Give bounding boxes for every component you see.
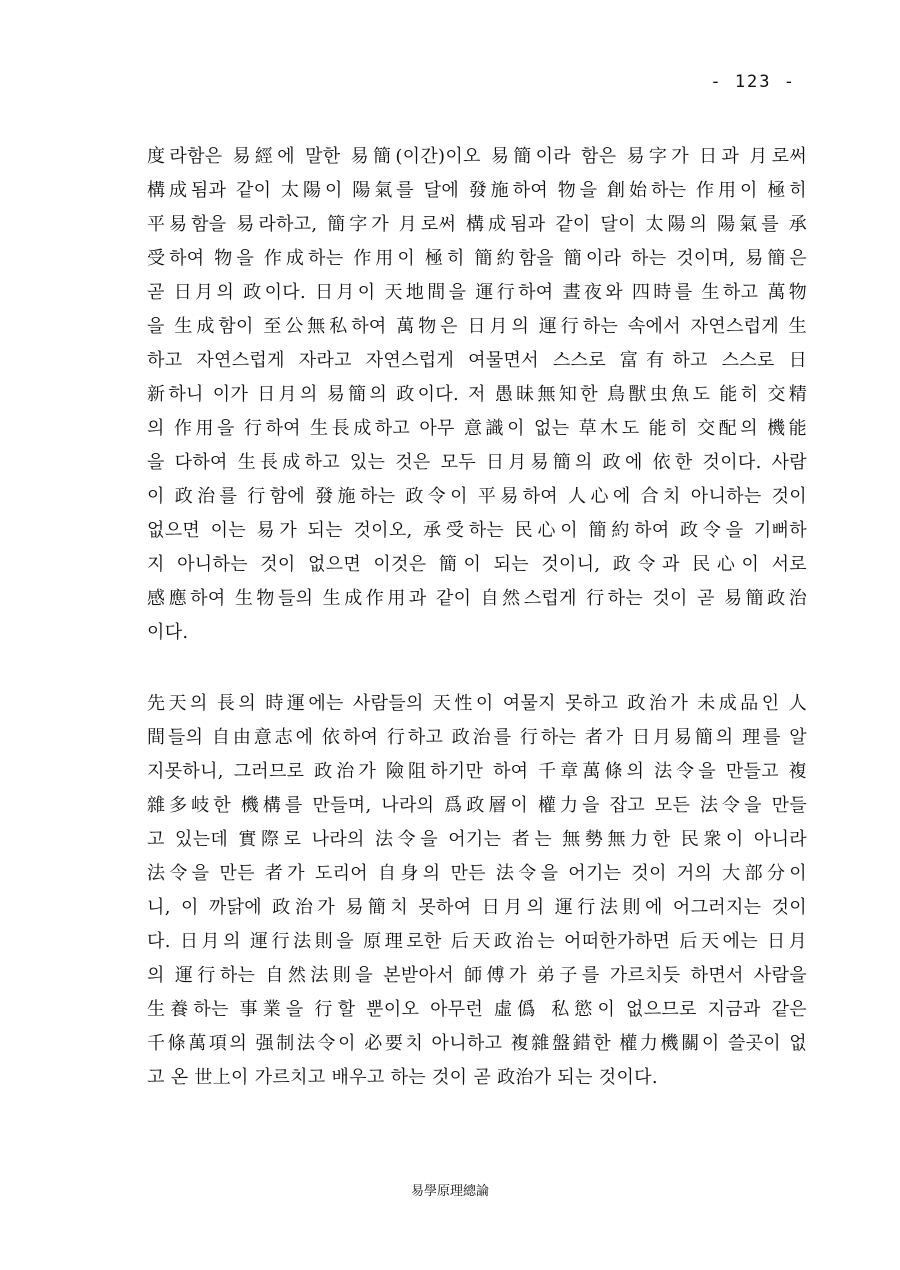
text-line: 千條萬項의 强制法令이 必要치 아니하고 複雜盤錯한 權力機關이 쓸곳이 없 [147, 1033, 807, 1054]
paragraph-2 [147, 687, 807, 1095]
text-line: 하고 자연스럽게 자라고 자연스럽게 여물면서 스스로 富有하고 스스로 日 [147, 350, 807, 371]
footer-book-title: 易學原理總論 [410, 1184, 489, 1199]
text-line: 雜多岐한 機構를 만들며, 나라의 爲政層이 權力을 잡고 모든 法令을 만들 [147, 795, 807, 816]
text-line: 이다. [147, 622, 189, 643]
text-line: 平易함을 易라하고, 簡字가 月로써 構成됨과 같이 달이 太陽의 陽氣를 承 [147, 214, 807, 235]
text-line: 의 作用을 行하여 生長成하고 아무 意識이 없는 草木도 能히 交配의 機能 [147, 418, 807, 439]
text-line: 受하여 物을 作成하는 作用이 極히 簡約함을 簡이라 하는 것이며, 易簡은 [147, 248, 807, 269]
paragraph-1 [147, 140, 807, 650]
text-line: 니, 이 까닭에 政治가 易簡치 못하여 日月의 運行法則에 어그러지는 것이 [147, 897, 807, 918]
text-line: 곧 日月의 政이다. 日月이 天地間을 運行하여 晝夜와 四時를 生하고 萬物 [147, 282, 807, 303]
text-line: 構成됨과 같이 太陽이 陽氣를 달에 發施하여 物을 創始하는 作用이 極히 [147, 180, 807, 201]
page-number: - 123 - [710, 72, 796, 92]
paragraph-gap [147, 650, 807, 687]
text-line: 지못하니, 그러므로 政治가 險阻하기만 하여 千章萬條의 法令을 만들고 複 [147, 761, 807, 782]
text-line: 新하니 이가 日月의 易簡의 政이다. 저 愚昧無知한 鳥獸虫魚도 能히 交精 [147, 384, 807, 405]
text-line: 法令을 만든 者가 도리어 自身의 만든 法令을 어기는 것이 거의 大部分이 [147, 863, 807, 884]
text-line: 先天의 長의 時運에는 사람들의 天性이 여물지 못하고 政治가 未成品인 人 [147, 693, 807, 714]
text-line: 生養하는 事業을 行할 뿐이오 아무런 虛僞 私慾이 없으므로 지금과 같은 [147, 999, 807, 1020]
text-line: 다. 日月의 運行法則을 原理로한 后天政治는 어떠한가하면 后天에는 日月 [147, 931, 807, 952]
text-line: 을 生成함이 至公無私하여 萬物은 日月의 運行하는 속에서 자연스럽게 生 [147, 316, 807, 337]
text-line: 고 있는데 實際로 나라의 法令을 어기는 者는 無勢無力한 民衆이 아니라 [147, 829, 807, 850]
text-line: 고 온 世上이 가르치고 배우고 하는 것이 곧 政治가 되는 것이다. [147, 1067, 658, 1088]
text-line: 度라함은 易經에 말한 易簡(이간)이오 易簡이라 함은 易字가 日과 月로써 [147, 146, 807, 167]
text-line: 없으면 이는 易가 되는 것이오, 承受하는 民心이 簡約하여 政令을 기뻐하 [147, 520, 807, 541]
text-line: 感應하여 生物들의 生成作用과 같이 自然스럽게 行하는 것이 곧 易簡政治 [147, 588, 807, 609]
text-line: 지 아니하는 것이 없으면 이것은 簡이 되는 것이니, 政令과 民心이 서로 [147, 554, 807, 575]
text-line: 의 運行하는 自然法則을 본받아서 師傅가 弟子를 가르치듯 하면서 사람을 [147, 965, 807, 986]
body-text [147, 140, 807, 1095]
text-line: 間들의 自由意志에 依하여 行하고 政治를 行하는 者가 日月易簡의 理를 알 [147, 727, 807, 748]
text-line: 이 政治를 行함에 發施하는 政令이 平易하여 人心에 合치 아니하는 것이 [147, 486, 807, 507]
text-line: 을 다하여 生長成하고 있는 것은 모두 日月易簡의 政에 依한 것이다. 사람 [147, 452, 807, 473]
